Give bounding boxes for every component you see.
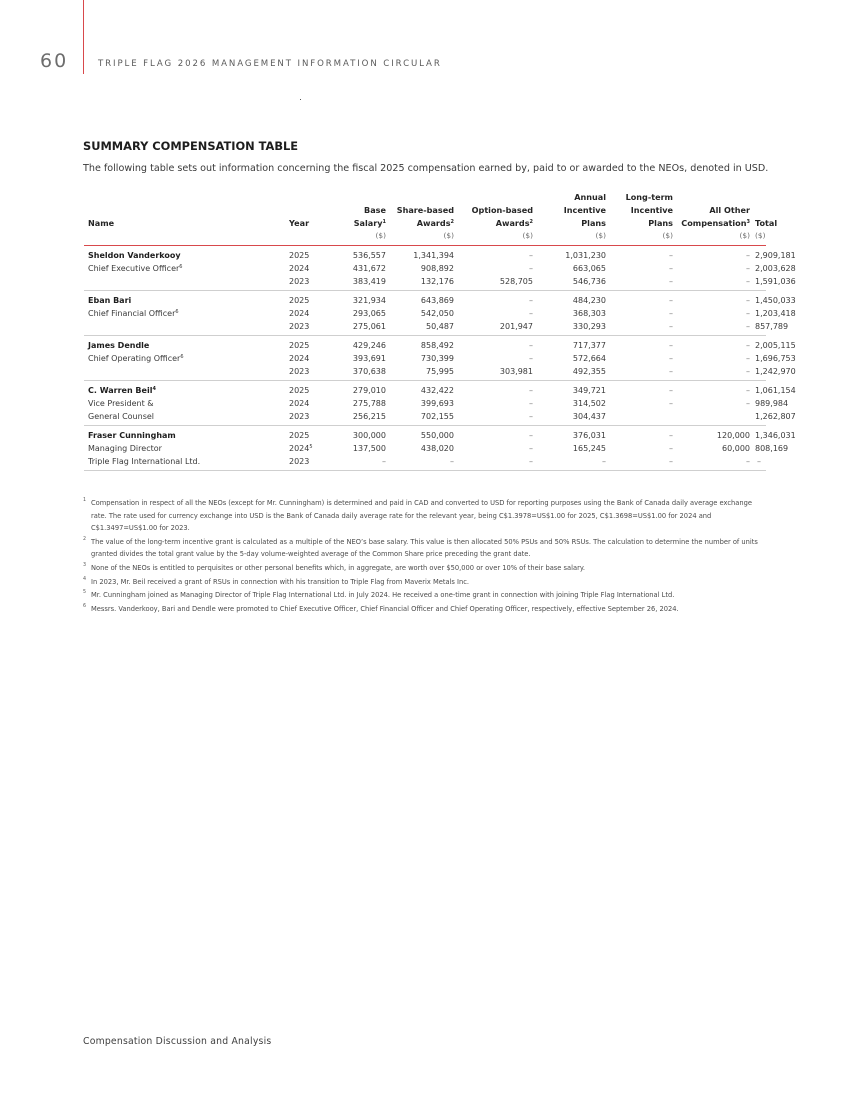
running-title: TRIPLE FLAG 2026 MANAGEMENT INFORMATION CIRCULAR	[98, 59, 442, 69]
executive-title	[84, 397, 289, 410]
column-header-total	[755, 191, 778, 230]
column-header-name: Name	[88, 218, 115, 228]
column-header-ltip	[611, 191, 678, 230]
value-cell: 1,061,154	[755, 386, 796, 395]
stray-mark	[300, 99, 301, 100]
unit-label: ($)	[662, 231, 673, 240]
column-header-base-salary	[323, 191, 391, 230]
executive-name	[84, 246, 289, 263]
value-cell: 120,000	[716, 431, 750, 440]
value-cell: 1,242,970	[755, 367, 796, 376]
year-cell	[289, 352, 323, 365]
footnote-reference: 4	[152, 386, 156, 392]
footnote-marker: 1	[83, 498, 87, 503]
value-cell: 2,909,181	[755, 251, 796, 260]
value-cell: –	[669, 309, 673, 318]
cell-text: 2024	[289, 444, 310, 453]
executive-title	[84, 352, 289, 365]
value-cell: 858,492	[420, 341, 454, 350]
column-header-line: Base	[364, 205, 386, 215]
cell-text: C. Warren Beil	[88, 386, 153, 395]
value-cell: –	[669, 457, 673, 466]
table-body	[84, 246, 796, 471]
footnote	[83, 576, 768, 589]
value-cell: 1,696,753	[755, 354, 796, 363]
value-cell: –	[746, 251, 750, 260]
value-cell: –	[529, 309, 533, 318]
year-cell	[289, 291, 323, 308]
value-cell: 321,934	[352, 296, 386, 305]
executive-title	[84, 365, 289, 381]
cell-text: 2023	[289, 367, 310, 376]
cell-text: General Counsel	[88, 412, 155, 421]
cell-text: Triple Flag International Ltd.	[88, 457, 201, 466]
footnotes	[83, 497, 768, 616]
value-cell: –	[669, 264, 673, 273]
value-cell: 368,303	[572, 309, 606, 318]
value-cell: 349,721	[572, 386, 606, 395]
value-cell: –	[746, 399, 750, 408]
table-row	[84, 307, 766, 320]
value-cell: 702,155	[420, 412, 454, 421]
value-cell: 1,031,230	[565, 251, 606, 260]
value-cell: 2,005,115	[755, 341, 796, 350]
summary-compensation-table	[84, 191, 796, 471]
cell-text: 2023	[289, 277, 310, 286]
value-cell: –	[746, 367, 750, 376]
footnote-text: None of the NEOs is entitled to perquisites or other personal benefits which, in aggregate, are worth over $50,000 or over 10% of their base salary.	[91, 563, 585, 572]
value-cell: 643,869	[420, 296, 454, 305]
value-cell: –	[529, 386, 533, 395]
year-cell	[289, 442, 323, 455]
value-cell: –	[669, 296, 673, 305]
column-header-line: Awards	[416, 218, 451, 228]
value-cell: 1,262,807	[755, 412, 796, 421]
value-cell: –	[669, 322, 673, 331]
table-row	[84, 275, 766, 291]
value-cell: 132,176	[420, 277, 454, 286]
value-cell: 663,065	[572, 264, 606, 273]
year-cell	[289, 246, 323, 263]
value-cell: –	[669, 367, 673, 376]
cell-text: Chief Operating Officer	[88, 354, 181, 363]
table-row	[84, 455, 766, 471]
footnote	[83, 536, 768, 561]
executive-title	[84, 410, 289, 426]
value-cell: 730,399	[420, 354, 454, 363]
column-header-line: Long-term	[625, 192, 673, 202]
footnote-reference: 6	[175, 309, 179, 315]
value-cell: –	[529, 341, 533, 350]
footnote-reference: 2	[529, 219, 533, 225]
value-cell: 1,450,033	[755, 296, 796, 305]
cell-text: Vice President &	[88, 399, 154, 408]
footnote	[83, 603, 768, 616]
table-row	[84, 397, 766, 410]
value-cell: –	[529, 431, 533, 440]
footnote-reference: 1	[382, 219, 386, 225]
cell-text: 2025	[289, 296, 310, 305]
value-cell: 75,995	[426, 367, 454, 376]
page-number: 60	[40, 50, 69, 72]
value-cell: 165,245	[572, 444, 606, 453]
column-header-line: Share-based	[396, 205, 454, 215]
value-cell: –	[757, 457, 761, 466]
executive-title	[84, 307, 289, 320]
year-cell	[289, 262, 323, 275]
cell-text: Chief Financial Officer	[88, 309, 176, 318]
footnote	[83, 562, 768, 575]
section-intro: The following table sets out information concerning the fiscal 2025 compensation earned by, paid to or awarded to the NEOs, denoted in USD.	[83, 163, 769, 174]
cell-text: 2025	[289, 341, 310, 350]
value-cell: 857,789	[755, 322, 789, 331]
cell-text: James Dendle	[88, 341, 150, 350]
value-cell: 330,293	[572, 322, 606, 331]
column-header-line: Option-based	[471, 205, 533, 215]
year-cell	[289, 275, 323, 291]
value-cell: 279,010	[352, 386, 386, 395]
value-cell: –	[529, 399, 533, 408]
footnote	[83, 589, 768, 602]
cell-text: Sheldon Vanderkooy	[88, 251, 181, 260]
page-footer: Compensation Discussion and Analysis	[83, 1036, 272, 1047]
table-row	[84, 291, 766, 308]
column-header-option-awards	[459, 191, 538, 230]
value-cell: 50,487	[426, 322, 454, 331]
year-cell	[289, 410, 323, 426]
value-cell: –	[602, 457, 606, 466]
executive-name	[84, 426, 289, 443]
footnote-text: Messrs. Vanderkooy, Bari and Dendle were promoted to Chief Executive Officer, Chief Financial Officer and Chief Operating Officer, respectively, effective September 26, 2024.	[91, 604, 679, 613]
value-cell: –	[746, 322, 750, 331]
column-header-share-awards	[391, 191, 459, 230]
year-cell	[289, 365, 323, 381]
column-header-year: Year	[289, 218, 310, 228]
value-cell: –	[669, 386, 673, 395]
value-cell: 717,377	[572, 341, 606, 350]
table-row	[84, 352, 766, 365]
cell-text: 2025	[289, 431, 310, 440]
unit-label: ($)	[522, 231, 533, 240]
value-cell: 550,000	[420, 431, 454, 440]
cell-text: 2023	[289, 412, 310, 421]
value-cell: 275,788	[352, 399, 386, 408]
executive-name	[84, 291, 289, 308]
value-cell: –	[382, 457, 386, 466]
executive-title	[84, 275, 289, 291]
value-cell: –	[746, 457, 750, 466]
column-header-line: Incentive	[563, 205, 606, 215]
footnote-marker: 3	[83, 562, 87, 568]
value-cell	[678, 410, 755, 426]
table-row	[84, 246, 766, 263]
column-header-line: Annual	[574, 192, 606, 202]
cell-text: 2025	[289, 251, 310, 260]
value-cell: –	[746, 386, 750, 395]
executive-title	[84, 262, 289, 275]
footnote-reference: 6	[180, 354, 184, 360]
footnote-text: Mr. Cunningham joined as Managing Director of Triple Flag International Ltd. in July 2024. He received a one-time grant in connection with joining Triple Flag International Ltd.	[91, 591, 675, 600]
unit-label: ($)	[595, 231, 606, 240]
value-cell: 572,664	[572, 354, 606, 363]
cell-text: Fraser Cunningham	[88, 431, 176, 440]
year-cell	[289, 307, 323, 320]
table-row	[84, 336, 766, 353]
footnote-marker: 5	[83, 590, 87, 596]
value-cell: –	[450, 457, 454, 466]
value-cell: 376,031	[572, 431, 606, 440]
value-cell: –	[529, 251, 533, 260]
table-row	[84, 365, 766, 381]
value-cell: 300,000	[352, 431, 386, 440]
table-row	[84, 442, 766, 455]
executive-title	[84, 455, 289, 471]
value-cell: 201,947	[499, 322, 533, 331]
value-cell: –	[529, 457, 533, 466]
column-header-line: Plans	[648, 218, 673, 228]
value-cell: –	[746, 354, 750, 363]
value-cell: –	[529, 412, 533, 421]
footnote-reference: 6	[179, 264, 183, 270]
value-cell: –	[746, 264, 750, 273]
column-header-line: Compensation	[681, 218, 747, 228]
value-cell: 536,557	[352, 251, 386, 260]
unit-label: ($)	[443, 231, 454, 240]
cell-text: 2024	[289, 309, 310, 318]
footnote-reference: 5	[309, 444, 313, 450]
value-cell: 399,693	[420, 399, 454, 408]
column-header-other-compensation	[678, 191, 755, 230]
value-cell: –	[669, 431, 673, 440]
value-cell: 137,500	[352, 444, 386, 453]
year-cell	[289, 381, 323, 398]
column-header-line: Incentive	[630, 205, 673, 215]
column-header-line: Awards	[495, 218, 530, 228]
value-cell: 2,003,628	[755, 264, 796, 273]
cell-text: 2023	[289, 457, 310, 466]
table-row	[84, 426, 766, 443]
year-cell	[289, 426, 323, 443]
value-cell: 1,591,036	[755, 277, 796, 286]
footnote-text: The value of the long-term incentive grant is calculated as a multiple of the NEO’s base salary. This value is then allocated 50% PSUs and 50% RSUs. The calculation to determine the number of units granted divides the total grant value by the 5-day volume-weighted average of the Common Share price preceding the grant date.	[91, 537, 758, 559]
value-cell: –	[746, 309, 750, 318]
value-cell: 989,984	[755, 399, 789, 408]
value-cell: –	[529, 444, 533, 453]
cell-text: Eban Bari	[88, 296, 132, 305]
value-cell: 431,672	[352, 264, 386, 273]
value-cell: 60,000	[722, 444, 750, 453]
table-header	[84, 191, 778, 246]
table-row	[84, 320, 766, 336]
table-row	[84, 381, 766, 398]
value-cell	[611, 410, 678, 426]
value-cell: 432,422	[420, 386, 454, 395]
footnote-reference: 2	[450, 219, 454, 225]
footnote-reference: 3	[746, 219, 750, 225]
value-cell: 275,061	[352, 322, 386, 331]
value-cell: –	[746, 296, 750, 305]
value-cell: –	[669, 444, 673, 453]
table-row	[84, 262, 766, 275]
cell-text: 2024	[289, 399, 310, 408]
value-cell: 1,341,394	[413, 251, 454, 260]
value-cell: 429,246	[352, 341, 386, 350]
value-cell: 1,346,031	[755, 431, 796, 440]
value-cell: 528,705	[499, 277, 533, 286]
value-cell: 393,691	[352, 354, 386, 363]
value-cell: 1,203,418	[755, 309, 796, 318]
value-cell: 370,638	[352, 367, 386, 376]
value-cell: 908,892	[420, 264, 454, 273]
table-row	[84, 410, 766, 426]
value-cell: 293,065	[352, 309, 386, 318]
executive-title	[84, 442, 289, 455]
year-cell	[289, 320, 323, 336]
header-accent-line	[83, 0, 84, 74]
value-cell: –	[529, 296, 533, 305]
value-cell: 492,355	[572, 367, 606, 376]
value-cell: 542,050	[420, 309, 454, 318]
year-cell	[289, 397, 323, 410]
cell-text: 2023	[289, 322, 310, 331]
column-header-line: All Other	[709, 205, 750, 215]
executive-name	[84, 381, 289, 398]
cell-text: 2024	[289, 264, 310, 273]
year-cell	[289, 455, 323, 471]
cell-text: Chief Executive Officer	[88, 264, 180, 273]
column-header-line: Plans	[581, 218, 606, 228]
cell-text: 2025	[289, 386, 310, 395]
cell-text: Managing Director	[88, 444, 162, 453]
footnote-marker: 4	[83, 576, 87, 582]
value-cell: –	[669, 399, 673, 408]
value-cell: 304,437	[572, 412, 606, 421]
executive-title	[84, 320, 289, 336]
value-cell: –	[669, 354, 673, 363]
value-cell: –	[746, 277, 750, 286]
value-cell: 484,230	[572, 296, 606, 305]
value-cell: 383,419	[352, 277, 386, 286]
value-cell: 256,215	[352, 412, 386, 421]
footnote-marker: 6	[83, 603, 87, 609]
column-header-line: Salary	[353, 218, 383, 228]
value-cell: –	[669, 277, 673, 286]
value-cell: 546,736	[572, 277, 606, 286]
value-cell: 314,502	[572, 399, 606, 408]
value-cell: –	[669, 251, 673, 260]
unit-label: ($)	[755, 231, 766, 240]
cell-text: 2024	[289, 354, 310, 363]
unit-label: ($)	[739, 231, 750, 240]
column-header-line: Total	[755, 218, 778, 228]
value-cell: –	[529, 264, 533, 273]
executive-name	[84, 336, 289, 353]
column-header-annual-incentive	[538, 191, 611, 230]
footnote-text: Compensation in respect of all the NEOs (except for Mr. Cunningham) is determined and paid in CAD and converted to USD for reporting purposes using the Bank of Canada daily average exchange rate. The rate used for currency exchange into USD is the Bank of Canada daily average rate for the relevant year, being C$1.3978=US$1.00 for 2025, C$1.3698=US$1.00 for 2024 and C$1.3497=US$1.00 for 2023.	[91, 499, 752, 533]
footnote-text: In 2023, Mr. Beil received a grant of RSUs in connection with his transition to Triple Flag from Maverix Metals Inc.	[91, 577, 470, 586]
value-cell: 808,169	[755, 444, 789, 453]
year-cell	[289, 336, 323, 353]
footnote	[83, 497, 768, 535]
value-cell: 438,020	[420, 444, 454, 453]
unit-label: ($)	[375, 231, 386, 240]
value-cell: –	[669, 341, 673, 350]
value-cell: –	[529, 354, 533, 363]
section-title: SUMMARY COMPENSATION TABLE	[83, 139, 299, 153]
value-cell: 303,981	[499, 367, 533, 376]
value-cell: –	[746, 341, 750, 350]
footnote-marker: 2	[83, 536, 87, 542]
